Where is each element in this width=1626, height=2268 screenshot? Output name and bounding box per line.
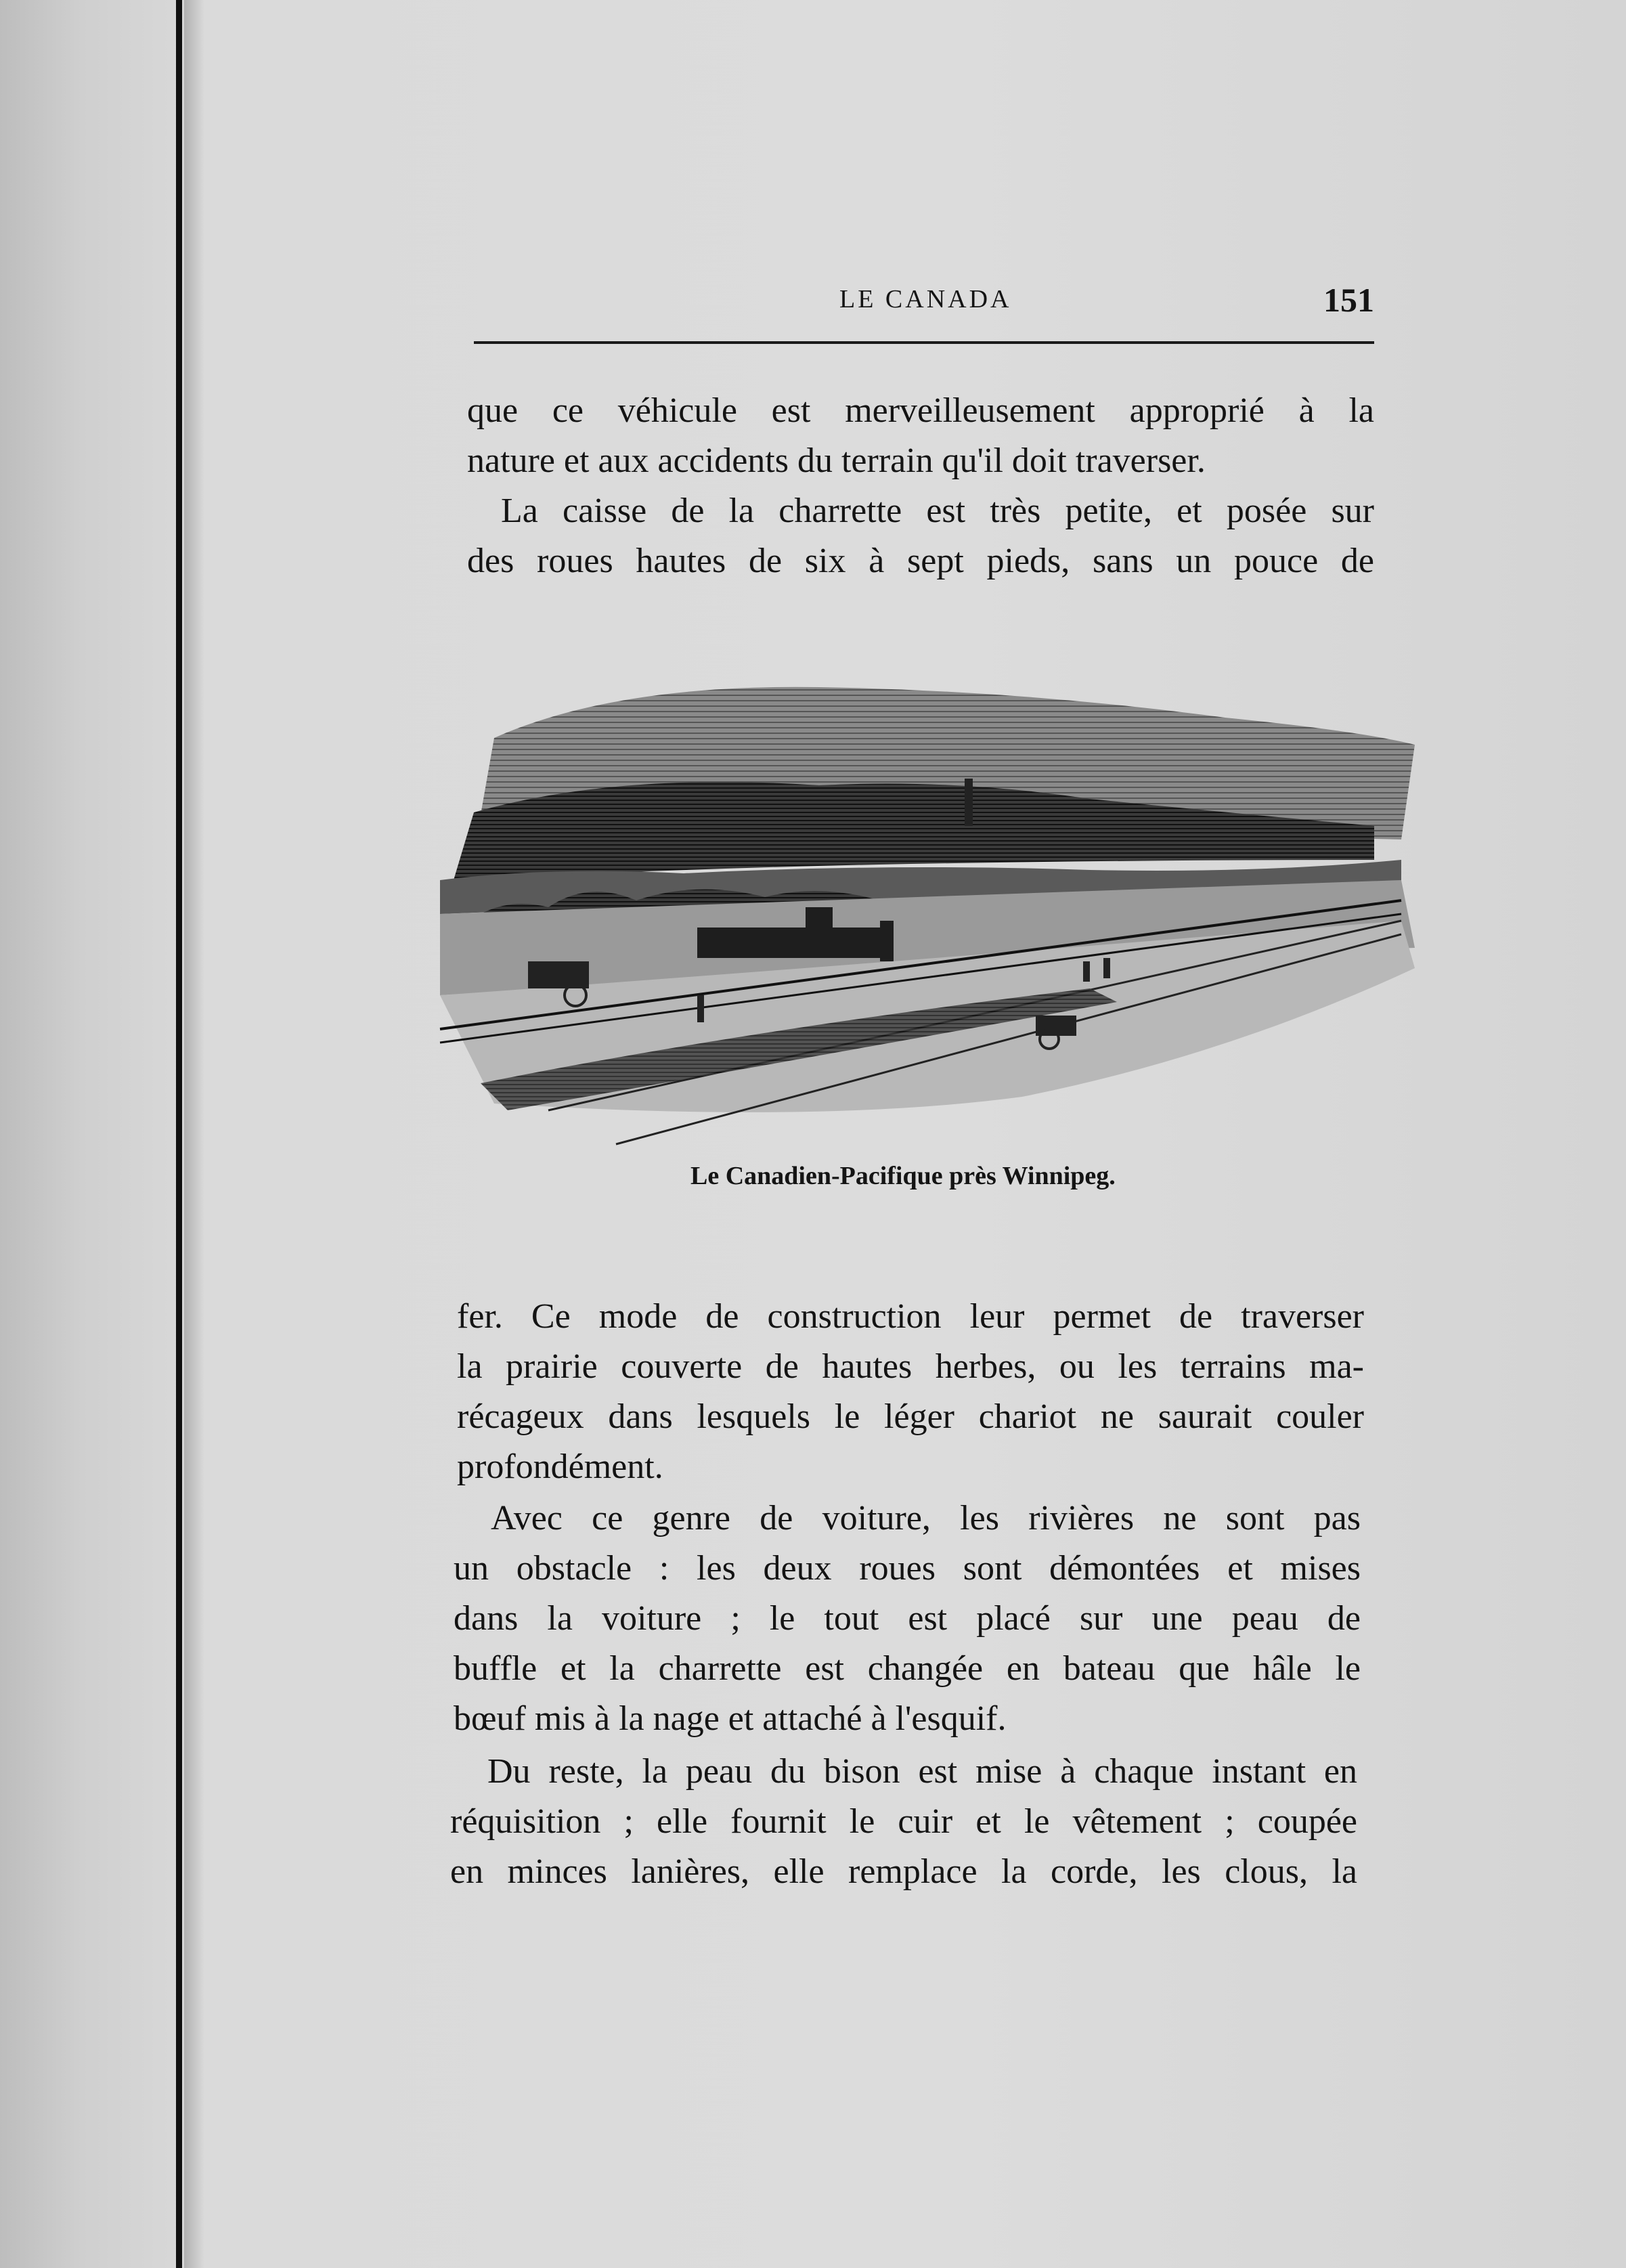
paragraph (450, 1747, 1357, 1897)
engraving-railway-prairie (413, 677, 1428, 1151)
illustration (413, 677, 1428, 1151)
text-line: La caisse de la charrette est très petite, et posée sur (501, 492, 1374, 530)
text-line: en minces lanières, elle remplace la corde, les clous, la (450, 1852, 1357, 1891)
text-line: récageux dans lesquels le léger chariot ne saurait couler (457, 1397, 1364, 1436)
paragraph (457, 1292, 1364, 1492)
paragraph (454, 1493, 1361, 1744)
paragraph (467, 386, 1374, 486)
text-line: nature et aux accidents du terrain qu'il doit traverser. (467, 441, 1206, 480)
binding-shadow (184, 0, 204, 2268)
text-line: dans la voiture ; le tout est placé sur une peau de (454, 1599, 1361, 1638)
text-line: la prairie couverte de hautes herbes, ou les terrains ma- (457, 1347, 1364, 1386)
text-line: un obstacle : les deux roues sont démontées et mises (454, 1549, 1361, 1588)
text-line: profondément. (457, 1447, 663, 1486)
page-header (467, 281, 1374, 332)
text-line: des roues hautes de six à sept pieds, sans un pouce de (467, 542, 1374, 580)
header-rule (474, 341, 1374, 344)
figure-caption: Le Canadien-Pacifique près Winnipeg. (690, 1162, 1116, 1190)
binding-edge (176, 0, 182, 2268)
text-line: Du reste, la peau du bison est mise à chaque instant en (487, 1752, 1357, 1791)
text-line: buffle et la charrette est changée en bateau que hâle le (454, 1649, 1361, 1688)
page-number: 151 (1323, 281, 1374, 319)
text-line: que ce véhicule est merveilleusement approprié à la (467, 391, 1374, 430)
text-line: réquisition ; elle fournit le cuir et le vêtement ; coupée (450, 1802, 1357, 1841)
text-line: bœuf mis à la nage et attaché à l'esquif. (454, 1699, 1007, 1738)
paragraph (467, 486, 1374, 586)
running-title: LE CANADA (839, 285, 1012, 313)
text-line: fer. Ce mode de construction leur permet de traverser (457, 1297, 1364, 1336)
text-line: Avec ce genre de voiture, les rivières ne sont pas (491, 1499, 1361, 1538)
